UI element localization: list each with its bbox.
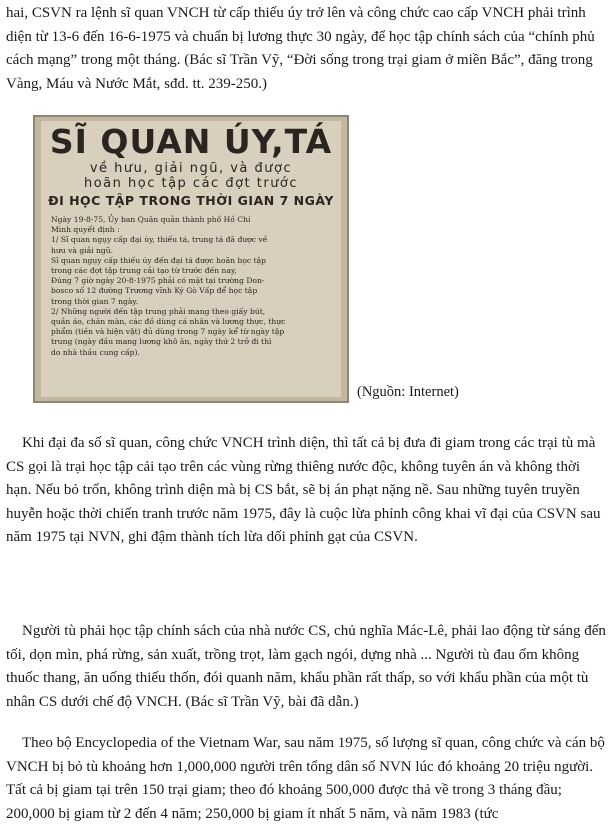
newspaper-clipping-image xyxy=(33,115,349,403)
clipping-line: phẩm (tiền và hiện vật) đủ dùng trong 7 ngày kể từ ngày tập xyxy=(51,327,285,337)
clipping-line: Sĩ quan ngụy cấp thiếu úy đến đại tá được hoãn học tập xyxy=(51,255,267,265)
clipping-line: trung (ngày đầu mang lương khô ăn, ngày thứ 2 trở đi thì xyxy=(51,337,272,347)
clipping-line: 2/ Những người đến tập trung phải mang theo giấy bút, xyxy=(51,306,266,316)
intro-paragraph: hai, CSVN ra lệnh sĩ quan VNCH từ cấp thiếu úy trở lên và công chức cao cấp VNCH phải trình diện từ 13-6 đến 16-6-1975 và chuẩn bị lương thực 30 ngày, để học tập chính sách của “chính phủ cách mạng” trong một tháng. (Bác sĩ Trần Vỹ, “Đời sống trong trại giam ở miền Bắc”, đăng trong Vàng, Máu và Nước Mắt, sđd. tt. 239-250.) xyxy=(6,5,595,92)
clipping-body xyxy=(51,215,331,358)
body-paragraph: Theo bộ Encyclopedia of the Vietnam War, sau năm 1975, số lượng sĩ quan, công chức và cán bộ VNCH bị bỏ tù khoảng hơn 1,000,000 người trên tổng dân số NVN lúc đó khoảng 20 triệu người. Tất cả bị giam tại trên 150 trại giam; theo đó khoảng 500,000 được thả về trong 3 tháng đầu; 200,000 bị giam từ 2 đến 4 năm; 250,000 bị giam ít nhất 5 năm, và năm 1983 (tức xyxy=(6,735,605,822)
clipping-line: trong các đợt tập trung cải tạo từ trước đến nay, xyxy=(51,266,237,276)
clipping-line: do nhà thầu cung cấp). xyxy=(51,347,140,357)
source-caption: (Nguồn: Internet) xyxy=(357,384,459,400)
clipping-line: bosco số 12 đường Trương vĩnh Ký Gò Vấp để học tập xyxy=(51,286,258,296)
clipping-subhead-2: hoãn học tập các đợt trước xyxy=(83,176,299,191)
clipping-line: hưu và giải ngũ. xyxy=(51,245,114,255)
clipping-subhead-3: ĐI HỌC TẬP TRONG THỜI GIAN 7 NGÀY xyxy=(48,193,334,208)
clipping-line: Đúng 7 giờ ngày 20-8-1975 phải có mặt tại trường Don- xyxy=(51,276,265,286)
clipping-headline: SĨ QUAN ÚY,TÁ xyxy=(49,122,333,161)
clipping-content xyxy=(41,121,341,397)
body-paragraph: Khi đại đa số sĩ quan, công chức VNCH trình diện, thì tất cả bị đưa đi giam trong các trại tù mà CS gọi là trại học tập cải tạo trên các vùng rừng thiêng nước độc, không tuyên án và không thời hạn. Nếu bỏ trốn, không trình diện mà bị CS bắt, sẽ bị án phạt nặng nề. Sau những tuyên truyền huyễn hoặc thời chiến tranh trước năm 1975, đây là cuộc lừa phỉnh công khai vĩ đại của CSVN sau năm 1975 tại NVN, ghi đậm thành tích lừa dối phỉnh gạt của CSVN. xyxy=(6,435,601,545)
clipping-line: quần áo, chăn màn, các đồ dùng cá nhân và lương thực, thực xyxy=(51,317,286,327)
clipping-line: Minh quyết định : xyxy=(51,225,120,235)
clipping-line: trong thời gian 7 ngày. xyxy=(51,296,139,306)
clipping-line: Ngày 19-8-75, Ủy ban Quân quản thành phố Hồ Chí xyxy=(51,215,251,224)
clipping-subhead-1: về hưu, giải ngũ, và được xyxy=(89,161,293,176)
body-paragraph: Người tù phải học tập chính sách của nhà nước CS, chủ nghĩa Mác-Lê, phải lao động từ sáng đến tối, dọn mìn, phá rừng, sản xuất, trồng trọt, làm gạch ngói, dựng nhà ... Người tù đau ốm không thuốc thang, ăn uống thiếu thốn, đói quanh năm, khẩu phần rất thấp, so với khẩu phần của một tù nhân CS dưới chế độ VNCH. (Bác sĩ Trần Vỹ, bài đã dẫn.) xyxy=(6,623,606,710)
clipping-line: 1/ Sĩ quan ngụy cấp đại úy, thiếu tá, trung tá đã được về xyxy=(51,235,268,245)
